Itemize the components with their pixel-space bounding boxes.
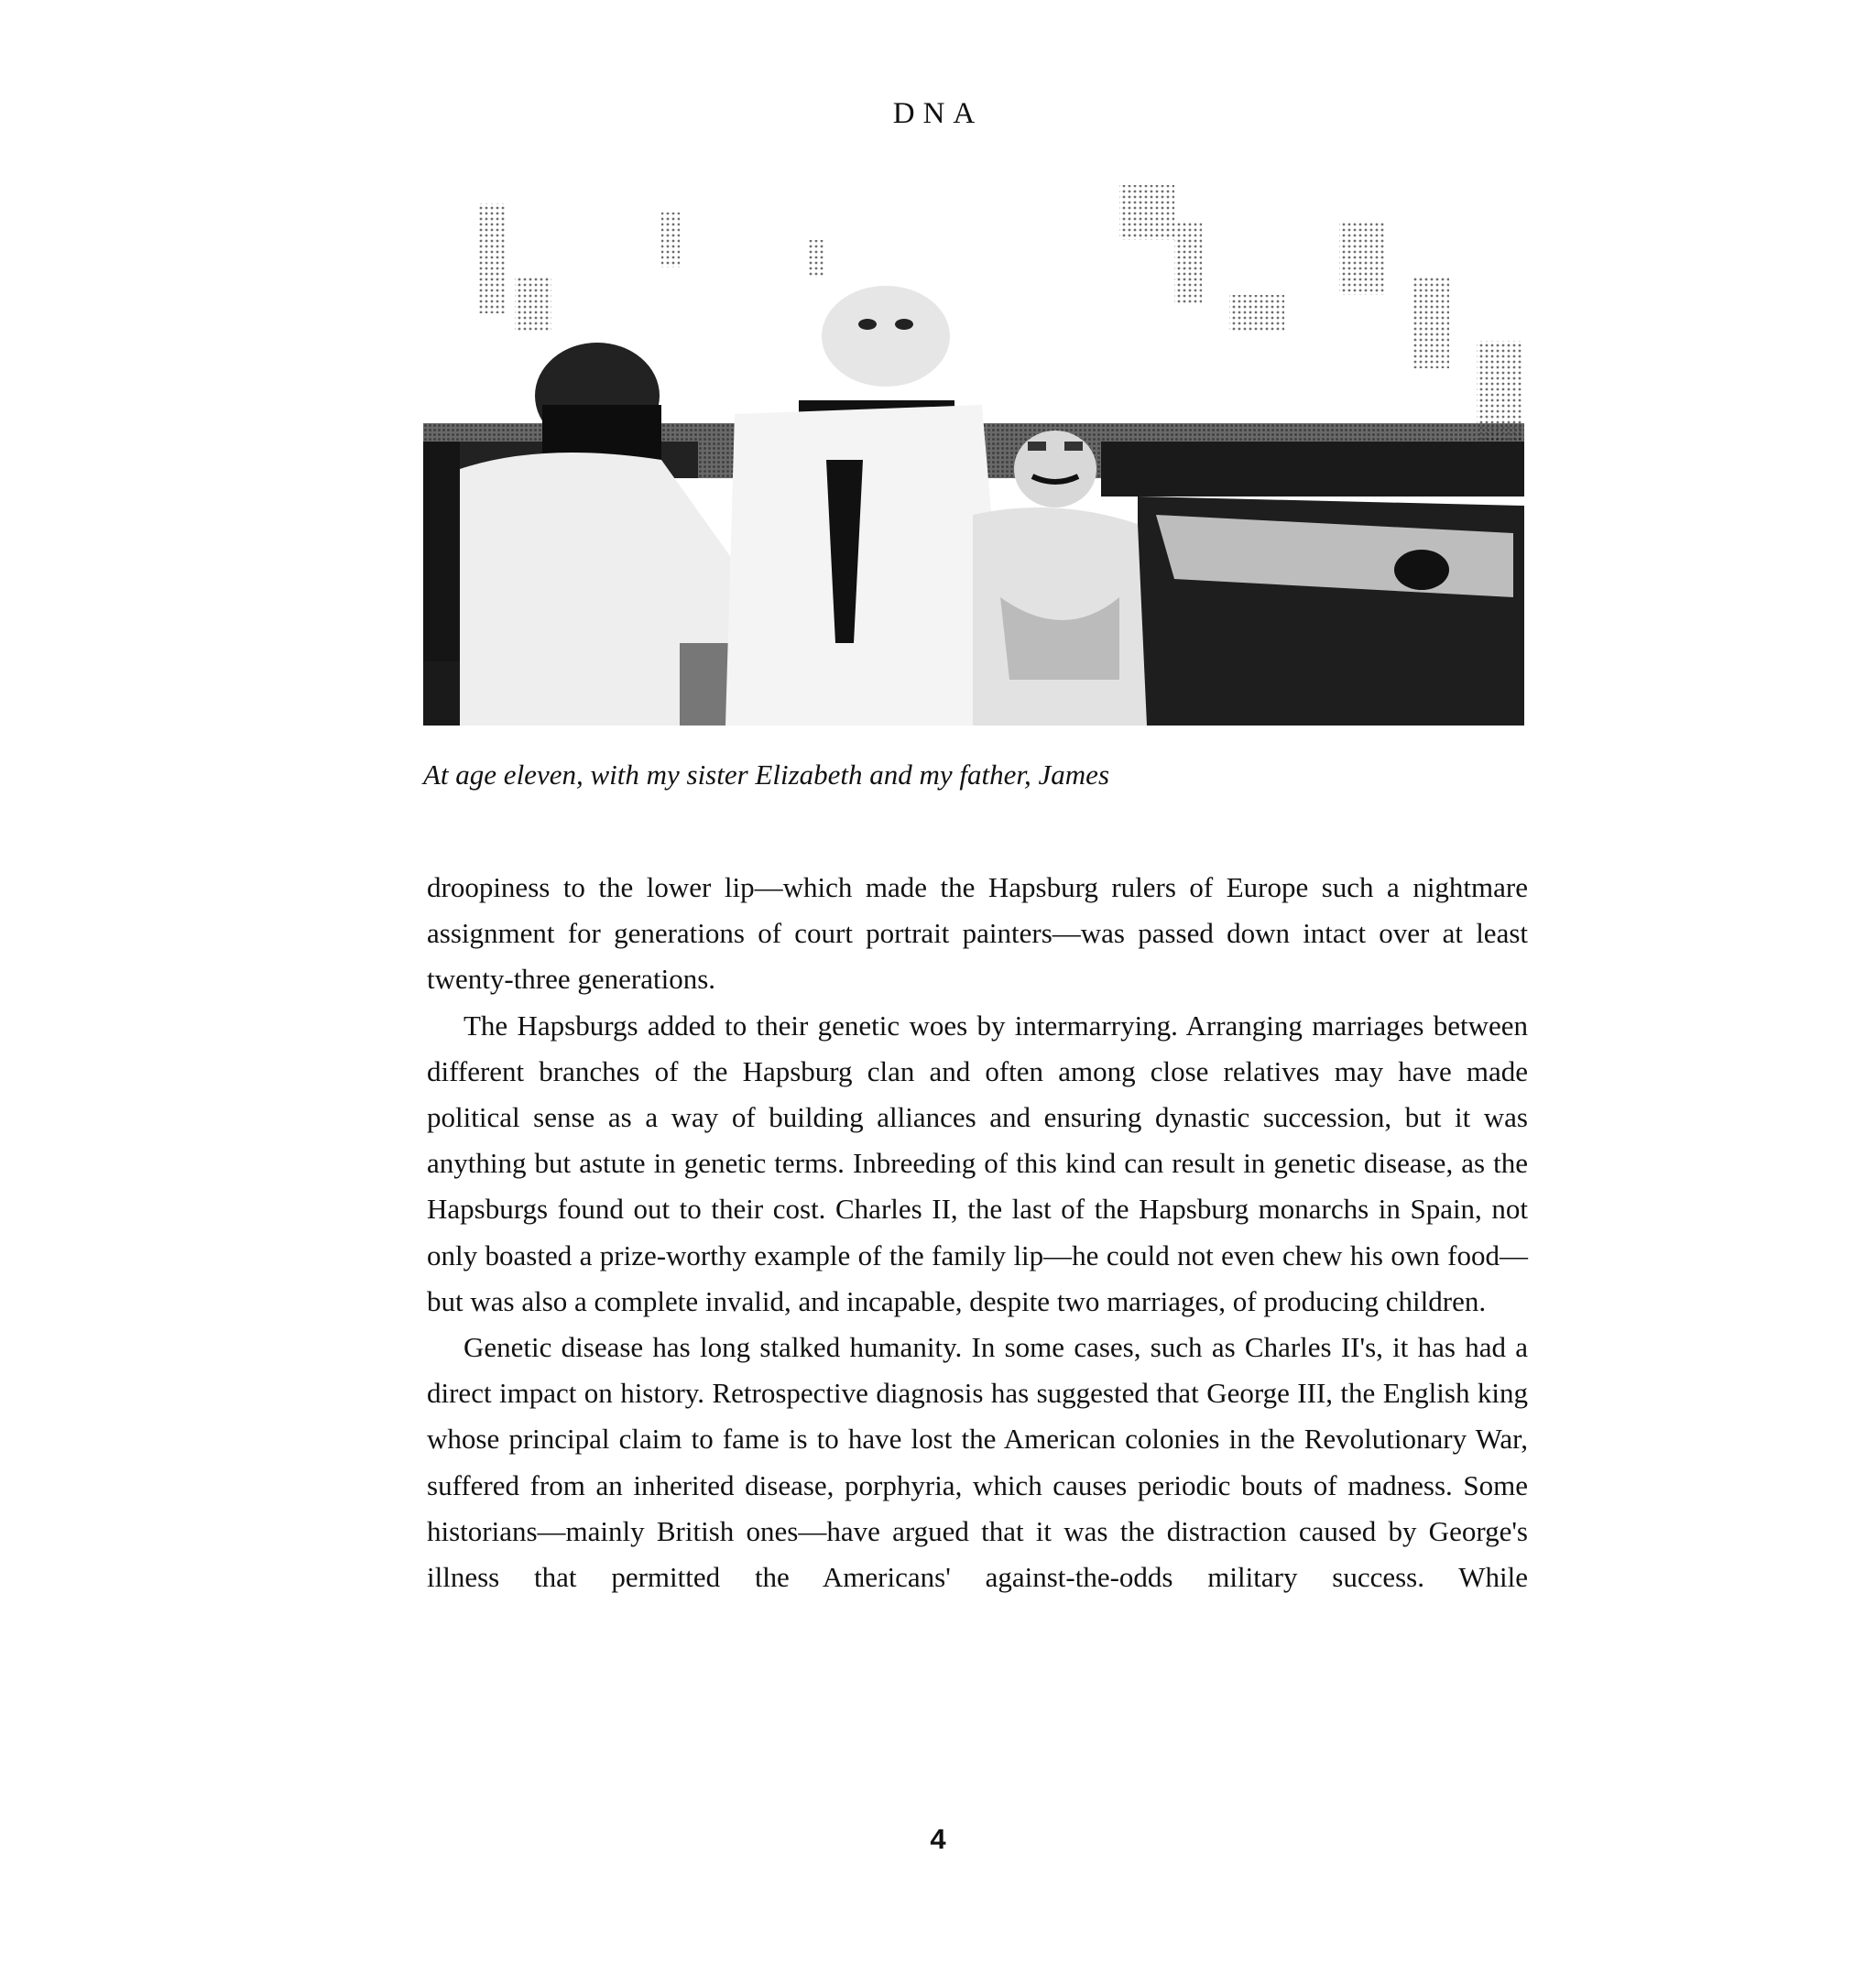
paragraph-3: Genetic disease has long stalked humanity. In some cases, such as Charles II's, it has had a direct impact on history. Retrospective diagnosis has suggested that George III, the English king whose principal claim to fame is to have lost the American colonies in the Revolutionary War, suffered from an inherited disease, porphyria, which causes periodic bouts of madness. Some historians—mainly British ones—have argued that it was the distraction caused by George's illness that permitted the Americans' against-the-odds military success. While [427,1331,1528,1594]
figure-caption: At age eleven, with my sister Elizabeth and my father, James [423,758,1110,791]
page-number: 4 [930,1823,946,1855]
paragraph-2: The Hapsburgs added to their genetic woes by intermarrying. Arranging marriages between different branches of the Hapsburg clan and often among close relatives may have made political sense as a way of building alliances and ensuring dynastic succession, but it was anything but astute in genetic terms. Inbreeding of this kind can result in genetic disease, as the Hapsburgs found out to their cost. Charles II, the last of the Hapsburg monarchs in Spain, not only boasted a prize-worthy example of the family lip—he could not even chew his own food—but was also a complete invalid, and incapable, despite two marriages, of producing children. [427,1009,1528,1317]
family-photo-image [423,167,1524,726]
running-head: DNA [892,97,984,130]
paragraph-1: droopiness to the lower lip—which made the Hapsburg rulers of Europe such a nightmare assignment for generations of court portrait painters—was passed down intact over at least twenty-three generations. [427,871,1528,996]
family-photo [423,167,1524,726]
body-text [427,865,1528,1600]
